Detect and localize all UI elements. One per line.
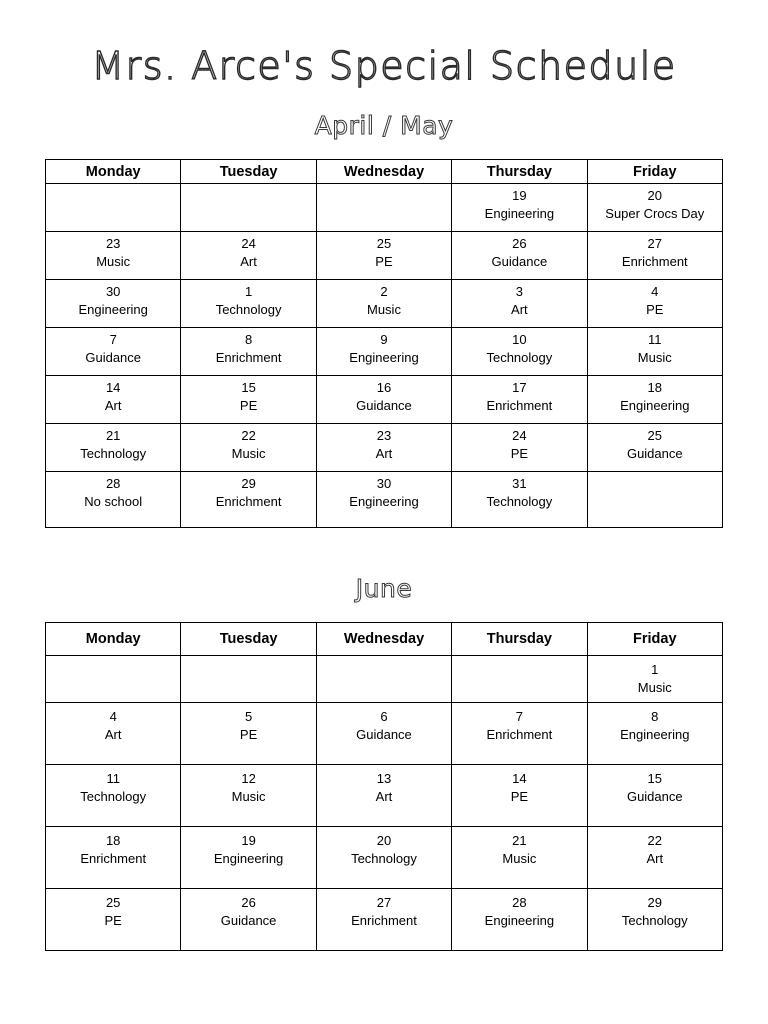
day-date: 21 xyxy=(512,833,527,848)
day-date: 28 xyxy=(512,895,527,910)
special-subject: Art xyxy=(104,727,122,742)
special-subject: Enrichment xyxy=(621,254,688,269)
day-cell xyxy=(587,827,722,889)
week-row xyxy=(46,703,723,765)
week-row xyxy=(46,280,723,328)
day-cell xyxy=(46,827,181,889)
special-subject: PE xyxy=(239,398,258,413)
day-cell xyxy=(587,328,722,376)
day-cell xyxy=(181,280,316,328)
day-date: 4 xyxy=(651,284,659,299)
day-date: 27 xyxy=(647,236,663,251)
day-date: 30 xyxy=(376,476,392,491)
special-subject: Technology xyxy=(351,851,417,866)
day-date: 11 xyxy=(106,771,120,786)
special-subject: Music xyxy=(637,350,672,365)
day-date: 16 xyxy=(376,380,392,395)
day-cell xyxy=(452,656,587,703)
day-cell xyxy=(316,328,451,376)
special-subject: Enrichment xyxy=(80,851,147,866)
special-subject: Enrichment xyxy=(215,350,282,365)
header-thursday: Thursday xyxy=(452,623,587,656)
special-subject: PE xyxy=(646,302,664,317)
day-cell xyxy=(46,280,181,328)
day-cell xyxy=(316,376,451,424)
calendar-june xyxy=(45,622,723,951)
day-date: 25 xyxy=(376,236,392,251)
week-row xyxy=(46,472,723,528)
day-cell xyxy=(46,184,181,232)
day-date: 20 xyxy=(647,188,663,203)
day-cell xyxy=(46,656,181,703)
week-row xyxy=(46,424,723,472)
special-subject: Art xyxy=(646,851,664,866)
day-cell xyxy=(181,765,316,827)
special-subject: Engineering xyxy=(620,398,690,413)
day-cell xyxy=(181,703,316,765)
day-cell xyxy=(587,889,722,951)
day-date: 1 xyxy=(651,662,659,677)
special-subject: PE xyxy=(104,913,122,928)
day-cell xyxy=(181,424,316,472)
day-date: 7 xyxy=(515,709,523,724)
day-date: 25 xyxy=(647,428,663,443)
special-subject: Technology xyxy=(215,302,282,317)
day-date: 8 xyxy=(244,332,253,347)
day-cell xyxy=(587,703,722,765)
day-cell xyxy=(316,765,451,827)
special-subject: Guidance xyxy=(626,446,683,461)
header-friday: Friday xyxy=(587,160,722,184)
header-wednesday: Wednesday xyxy=(316,160,451,184)
day-date: 3 xyxy=(515,284,523,299)
special-subject: Enrichment xyxy=(351,913,417,928)
header-row xyxy=(46,623,723,656)
special-subject: Music xyxy=(637,680,672,695)
day-date: 9 xyxy=(380,332,388,347)
calendar-body xyxy=(46,184,723,528)
week-row xyxy=(46,376,723,424)
special-subject: Engineering xyxy=(484,913,555,928)
special-subject: Guidance xyxy=(85,350,142,365)
day-date: 28 xyxy=(105,476,121,491)
day-date: 14 xyxy=(512,771,527,786)
special-subject: PE xyxy=(239,727,258,742)
special-subject: Guidance xyxy=(491,254,548,269)
special-subject: Technology xyxy=(80,446,147,461)
special-subject: Art xyxy=(240,254,257,269)
day-cell xyxy=(181,376,316,424)
header-thursday: Thursday xyxy=(452,160,587,184)
header-tuesday: Tuesday xyxy=(181,160,316,184)
day-cell xyxy=(452,889,587,951)
special-subject: Guidance xyxy=(356,398,412,413)
day-date: 7 xyxy=(109,332,117,347)
special-subject: Engineering xyxy=(484,206,555,221)
day-date: 2 xyxy=(380,284,388,299)
day-cell xyxy=(46,889,181,951)
day-cell xyxy=(181,232,316,280)
day-cell xyxy=(316,280,451,328)
calendar-body xyxy=(46,656,723,951)
special-subject: Technology xyxy=(621,913,688,928)
week-row xyxy=(46,889,723,951)
day-date: 18 xyxy=(105,833,121,848)
special-subject: Music xyxy=(231,789,266,804)
day-cell xyxy=(46,328,181,376)
day-cell xyxy=(46,424,181,472)
special-subject: Guidance xyxy=(356,727,412,742)
day-cell xyxy=(46,703,181,765)
special-subject: Enrichment xyxy=(215,494,282,509)
day-cell xyxy=(587,280,722,328)
special-subject: Guidance xyxy=(626,789,683,804)
day-date: 24 xyxy=(241,236,256,251)
day-date: 22 xyxy=(241,428,256,443)
special-subject: Engineering xyxy=(349,350,419,365)
day-date: 10 xyxy=(512,332,527,347)
special-subject: PE xyxy=(510,446,529,461)
day-date: 19 xyxy=(512,188,527,203)
day-cell xyxy=(587,656,722,703)
day-date: 31 xyxy=(512,476,527,491)
special-subject: Guidance xyxy=(220,913,277,928)
day-cell xyxy=(316,889,451,951)
day-cell xyxy=(316,232,451,280)
week-row xyxy=(46,765,723,827)
special-subject: Enrichment xyxy=(486,727,553,742)
week-row xyxy=(46,827,723,889)
day-cell xyxy=(181,827,316,889)
special-subject: Art xyxy=(375,446,393,461)
day-cell xyxy=(452,424,587,472)
day-cell xyxy=(452,280,587,328)
day-cell xyxy=(587,765,722,827)
day-cell xyxy=(452,472,587,528)
special-subject: Music xyxy=(231,446,266,461)
day-date: 27 xyxy=(376,895,392,910)
day-date: 29 xyxy=(241,476,256,491)
special-subject: Music xyxy=(367,302,401,317)
day-cell xyxy=(316,424,451,472)
day-cell xyxy=(452,184,587,232)
week-row xyxy=(46,656,723,703)
day-date: 26 xyxy=(512,236,527,251)
day-date: 30 xyxy=(105,284,121,299)
header-row xyxy=(46,160,723,184)
day-date: 29 xyxy=(647,895,663,910)
special-subject: Art xyxy=(104,398,122,413)
day-cell xyxy=(181,656,316,703)
day-date: 8 xyxy=(651,709,659,724)
section-title-april-may: April / May xyxy=(314,111,454,140)
day-cell xyxy=(452,703,587,765)
day-cell xyxy=(46,376,181,424)
header-wednesday: Wednesday xyxy=(316,623,451,656)
day-date: 15 xyxy=(647,771,663,786)
day-date: 11 xyxy=(648,332,662,347)
day-date: 18 xyxy=(647,380,663,395)
day-cell xyxy=(181,184,316,232)
day-date: 15 xyxy=(241,380,256,395)
calendar-april-may xyxy=(45,159,723,528)
special-subject: Technology xyxy=(486,494,553,509)
special-subject: Art xyxy=(375,789,393,804)
day-date: 22 xyxy=(647,833,663,848)
special-subject: Technology xyxy=(486,350,553,365)
day-date: 1 xyxy=(244,284,253,299)
week-row xyxy=(46,328,723,376)
day-cell xyxy=(316,827,451,889)
day-cell xyxy=(316,184,451,232)
day-date: 5 xyxy=(244,709,253,724)
day-cell xyxy=(587,424,722,472)
day-date: 23 xyxy=(105,236,121,251)
day-date: 20 xyxy=(376,833,392,848)
day-date: 14 xyxy=(105,380,121,395)
page-title: Mrs. Arce's Special Schedule xyxy=(91,44,677,88)
day-cell xyxy=(316,656,451,703)
day-cell xyxy=(452,376,587,424)
day-date: 24 xyxy=(512,428,527,443)
day-cell xyxy=(452,765,587,827)
special-subject: Art xyxy=(511,302,528,317)
day-cell xyxy=(452,328,587,376)
day-date: 13 xyxy=(376,771,392,786)
day-cell xyxy=(181,472,316,528)
header-monday: Monday xyxy=(46,160,181,184)
day-date: 26 xyxy=(241,895,256,910)
special-subject: Engineering xyxy=(78,302,148,317)
special-subject: Technology xyxy=(80,789,147,804)
special-subject: No school xyxy=(84,494,143,509)
special-subject: Engineering xyxy=(620,727,690,742)
day-date: 4 xyxy=(109,709,117,724)
day-cell xyxy=(587,472,722,528)
week-row xyxy=(46,232,723,280)
special-subject: Super Crocs Day xyxy=(605,206,705,221)
special-subject: PE xyxy=(510,789,529,804)
special-subject: Engineering xyxy=(213,851,284,866)
special-subject: Music xyxy=(96,254,131,269)
day-cell xyxy=(181,889,316,951)
day-cell xyxy=(316,472,451,528)
section-title-june: June xyxy=(355,574,413,603)
header-monday: Monday xyxy=(46,623,181,656)
day-date: 19 xyxy=(241,833,256,848)
special-subject: Enrichment xyxy=(486,398,553,413)
day-cell xyxy=(587,184,722,232)
header-tuesday: Tuesday xyxy=(181,623,316,656)
day-date: 17 xyxy=(512,380,527,395)
week-row xyxy=(46,184,723,232)
day-date: 25 xyxy=(105,895,121,910)
day-cell xyxy=(587,376,722,424)
special-subject: Music xyxy=(502,851,537,866)
day-cell xyxy=(452,232,587,280)
day-date: 23 xyxy=(376,428,392,443)
day-cell xyxy=(181,328,316,376)
header-friday: Friday xyxy=(587,623,722,656)
day-cell xyxy=(452,827,587,889)
special-subject: Engineering xyxy=(349,494,419,509)
special-subject: PE xyxy=(375,254,393,269)
day-date: 12 xyxy=(241,771,256,786)
day-cell xyxy=(316,703,451,765)
day-date: 6 xyxy=(380,709,388,724)
day-cell xyxy=(46,472,181,528)
day-cell xyxy=(587,232,722,280)
day-cell xyxy=(46,765,181,827)
day-date: 21 xyxy=(105,428,121,443)
day-cell xyxy=(46,232,181,280)
